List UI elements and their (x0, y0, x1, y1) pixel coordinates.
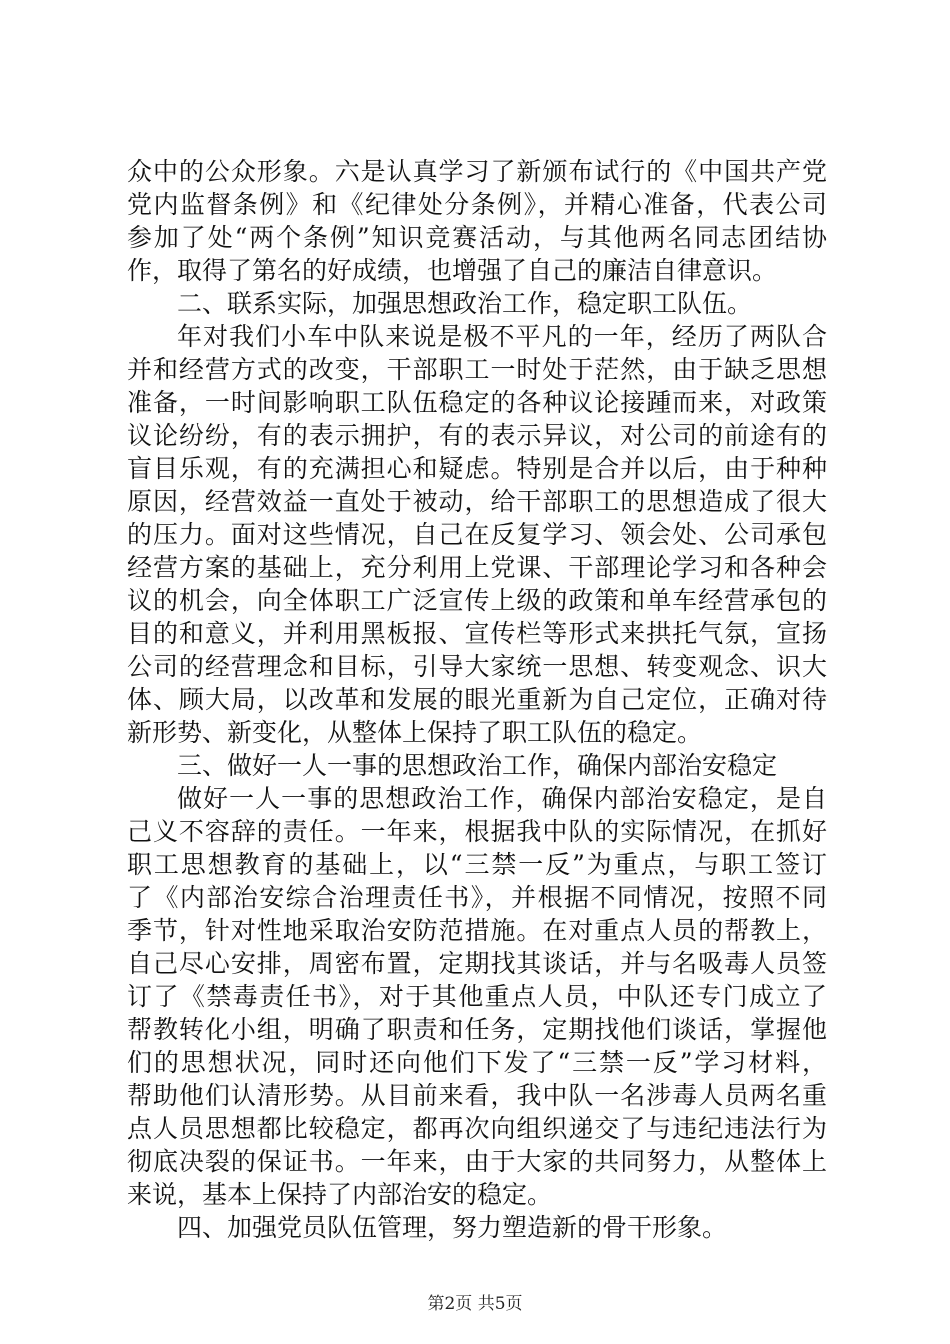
text-line: 议论纷纷，有的表示拥护，有的表示异议，对公司的前途有的 (127, 421, 827, 450)
section-heading: 二、联系实际，加强思想政治工作，稳定职工队伍。 (177, 289, 753, 318)
text-line: 目的和意义，并利用黑板报、宣传栏等形式来拱托气氛，宣扬 (127, 619, 827, 648)
text-line: 自己尽心安排，周密布置，定期找其谈话，并与名吸毒人员签 (127, 949, 827, 978)
text-line: 议的机会，向全体职工广泛宣传上级的政策和单车经营承包的 (127, 586, 827, 615)
text-line: 职工思想教育的基础上，以“三禁一反”为重点，与职工签订 (127, 850, 827, 879)
text-line: 并和经营方式的改变，干部职工一时处于茫然，由于缺乏思想 (127, 355, 827, 384)
text-line: 经营方案的基础上，充分利用上党课、干部理论学习和各种会 (127, 553, 827, 582)
text-line: 己义不容辞的责任。一年来，根据我中队的实际情况，在抓好 (127, 817, 827, 846)
text-line: 了《内部治安综合治理责任书》，并根据不同情况，按照不同 (127, 883, 827, 912)
text-line: 盲目乐观，有的充满担心和疑虑。特别是合并以后，由于种种 (127, 454, 827, 483)
text-line: 订了《禁毒责任书》，对于其他重点人员，中队还专门成立了 (127, 982, 827, 1011)
text-line: 年对我们小车中队来说是极不平凡的一年，经历了两队合 (177, 322, 827, 351)
text-line: 帮助他们认清形势。从目前来看，我中队一名涉毒人员两名重 (127, 1081, 827, 1110)
text-line: 们的思想状况，同时还向他们下发了“三禁一反”学习材料， (127, 1048, 827, 1077)
text-line: 作，取得了第名的好成绩，也增强了自己的廉洁自律意识。 (127, 256, 778, 285)
section-heading: 四、加强党员队伍管理，努力塑造新的骨干形象。 (177, 1213, 728, 1242)
text-line: 党内监督条例》和《纪律处分条例》，并精心准备，代表公司 (127, 190, 827, 219)
text-line: 帮教转化小组，明确了职责和任务，定期找他们谈话，掌握他 (127, 1015, 827, 1044)
text-line: 做好一人一事的思想政治工作，确保内部治安稳定，是自 (177, 784, 827, 813)
text-line: 来说，基本上保持了内部治安的稳定。 (127, 1180, 553, 1209)
text-line: 准备，一时间影响职工队伍稳定的各种议论接踵而来，对政策 (127, 388, 827, 417)
text-line: 点人员思想都比较稳定，都再次向组织递交了与违纪违法行为 (127, 1114, 827, 1143)
text-line: 原因，经营效益一直处于被动，给干部职工的思想造成了很大 (127, 487, 827, 516)
text-line: 体、顾大局，以改革和发展的眼光重新为自己定位，正确对待 (127, 685, 827, 714)
text-line: 新形势、新变化，从整体上保持了职工队伍的稳定。 (127, 718, 703, 747)
document-body (127, 155, 827, 1244)
text-line: 众中的公众形象。六是认真学习了新颁布试行的《中国共产党 (127, 157, 827, 186)
text-line: 季节，针对性地采取治安防范措施。在对重点人员的帮教上， (127, 916, 827, 945)
page-footer: 第2页 共5页 (427, 1294, 523, 1314)
text-line: 的压力。面对这些情况，自己在反复学习、领会处、公司承包 (127, 520, 827, 549)
section-heading: 三、做好一人一事的思想政治工作，确保内部治安稳定 (177, 751, 778, 780)
text-line: 彻底决裂的保证书。一年来，由于大家的共同努力，从整体上 (127, 1147, 827, 1176)
text-line: 参加了处“两个条例”知识竞赛活动，与其他两名同志团结协 (127, 223, 827, 252)
text-line: 公司的经营理念和目标，引导大家统一思想、转变观念、识大 (127, 652, 827, 681)
